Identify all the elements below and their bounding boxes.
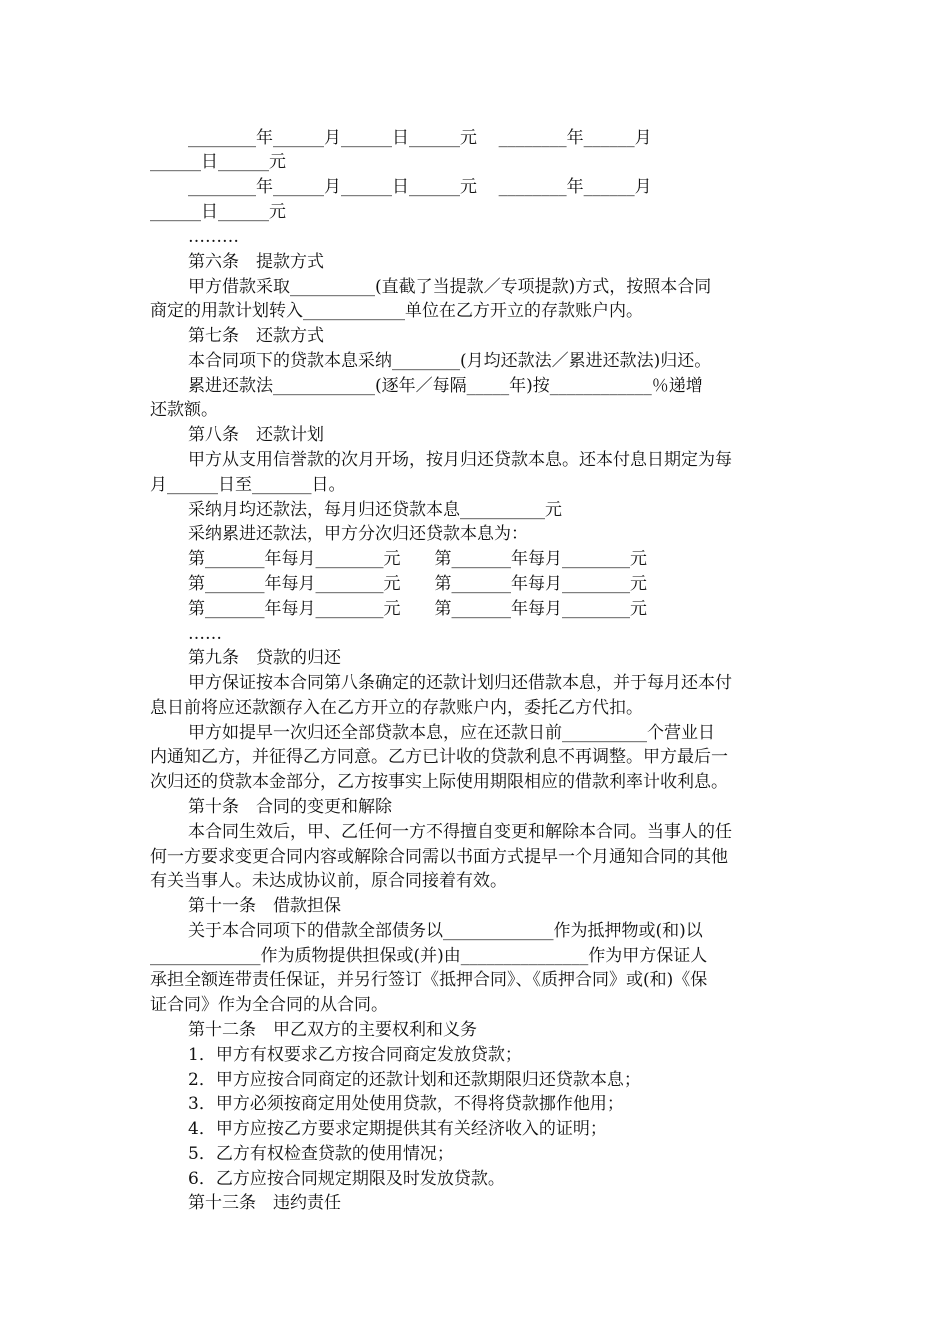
text-line: _____________作为质物提供担保或(并)由_______________作为甲方保证人 (150, 946, 708, 966)
text-line: 采纳累进还款法，甲方分次归还贷款本息为： (188, 524, 528, 544)
text-line: 累进还款法____________(逐年／每隔_____年)按____________％递增 (188, 376, 703, 396)
list-item: 6．乙方应按合同规定期限及时发放贷款。 (188, 1169, 505, 1189)
article-7-heading: 第七条 还款方式 (188, 326, 324, 346)
text-line: 本合同项下的贷款本息采纳________(月均还款法／累进还款法)归还。 (188, 351, 712, 371)
list-item: 3．甲方必须按商定用处使用贷款，不得将贷款挪作他用； (188, 1094, 624, 1114)
list-item: 2．甲方应按合同商定的还款计划和还款期限归还贷款本息； (188, 1070, 641, 1090)
text-line: 甲方如提早一次归还全部贷款本息，应在还款日前__________个营业日 (188, 723, 715, 743)
article-8-heading: 第八条 还款计划 (188, 425, 324, 445)
schedule-row: 第_______年每月________元 第_______年每月________元 (188, 574, 647, 594)
text-line: 何一方要求变更合同内容或解除合同需以书面方式提早一个月通知合同的其他 (150, 847, 728, 867)
text-line: 息日前将应还款额存入在乙方开立的存款账户内，委托乙方代扣。 (150, 698, 643, 718)
article-12-heading: 第十二条 甲乙双方的主要权利和义务 (188, 1020, 477, 1040)
ellipsis-line: …… (188, 624, 222, 644)
text-line: 承担全额连带责任保证，并另行签订《抵押合同》、《质押合同》或(和)《保 (150, 970, 708, 990)
article-11-heading: 第十一条 借款担保 (188, 896, 341, 916)
article-13-heading: 第十三条 违约责任 (188, 1193, 341, 1213)
text-line: 甲方从支用信誉款的次月开场，按月归还贷款本息。还本付息日期定为每 (188, 450, 732, 470)
list-item: 5．乙方有权检查贷款的使用情况； (188, 1144, 454, 1164)
schedule-row: 第_______年每月________元 第_______年每月________元 (188, 599, 647, 619)
article-10-heading: 第十条 合同的变更和解除 (188, 797, 392, 817)
list-item: 1．甲方有权要求乙方按合同商定发放贷款； (188, 1045, 522, 1065)
list-item: 4．甲方应按乙方要求定期提供其有关经济收入的证明； (188, 1119, 607, 1139)
text-line: 甲方保证按本合同第八条确定的还款计划归还借款本息，并于每月还本付 (188, 673, 732, 693)
ellipsis-line: ……… (188, 227, 239, 247)
text-line: 甲方借款采取__________(直截了当提款／专项提款)方式，按照本合同 (188, 277, 712, 297)
text-line: 本合同生效后，甲、乙任何一方不得擅自变更和解除本合同。当事人的任 (188, 822, 732, 842)
text-line: 还款额。 (150, 400, 218, 420)
text-line: 次归还的贷款本金部分，乙方按事实上际使用期限相应的借款利率计收利息。 (150, 772, 728, 792)
schedule-row: 第_______年每月________元 第_______年每月________元 (188, 549, 647, 569)
text-line: 内通知乙方，并征得乙方同意。乙方已计收的贷款利息不再调整。甲方最后一 (150, 747, 728, 767)
article-6-heading: 第六条 提款方式 (188, 252, 324, 272)
text-line: 商定的用款计划转入____________单位在乙方开立的存款账户内。 (150, 301, 643, 321)
text-line: 月______日至_______日。 (150, 475, 346, 495)
article-9-heading: 第九条 贷款的归还 (188, 648, 341, 668)
text-line: 证合同》作为全合同的从合同。 (150, 995, 388, 1015)
text-line: ________年______月______日______元 ________年______月 (188, 177, 652, 197)
text-line: 采纳月均还款法，每月归还贷款本息__________元 (188, 500, 562, 520)
text-line: ________年______月______日______元 ________年______月 (188, 128, 652, 148)
text-line: ______日______元 (150, 152, 286, 172)
text-line: 关于本合同项下的借款全部债务以_____________作为抵押物或(和)以 (188, 921, 703, 941)
text-line: 有关当事人。未达成协议前，原合同接着有效。 (150, 871, 507, 891)
text-line: ______日______元 (150, 202, 286, 222)
